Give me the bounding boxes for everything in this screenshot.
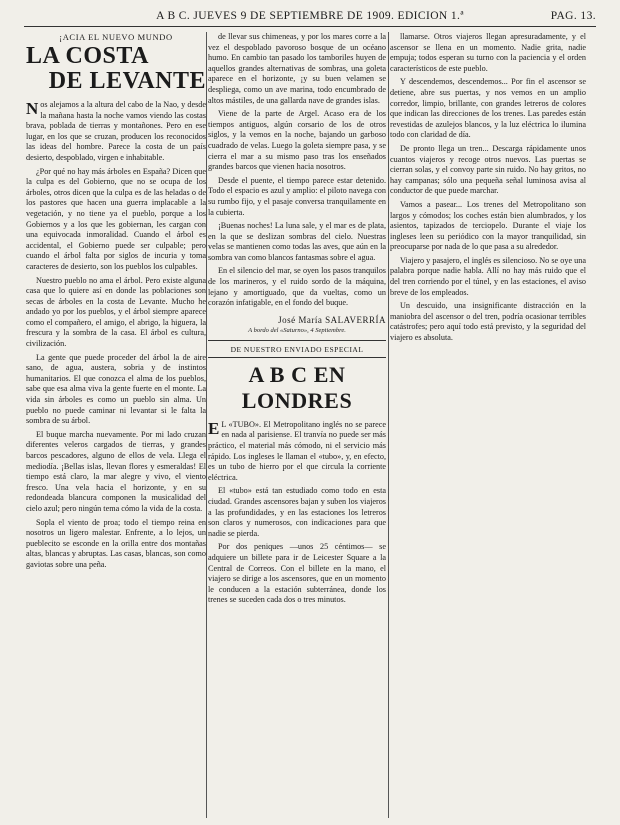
article-paragraph: Vamos a pasear... Los trenes del Metropolitano son largos y cómodos; los coches están bien alumbrados, y los asientos, tapizados de terciopelo. Durante el viaje los ingleses leen su periódico con la mayor tranquilidad, sin preocuparse por nada de lo que pasa a su alrededor. [390,199,586,252]
column-3 [390,32,586,818]
place-date: A bordo del «Saturno», 4 Septiembre. [248,326,346,334]
article-paragraph: Y descendemos, descendemos... Por fin el ascensor se detiene, abre sus puertas, y nos vemos en un amplio corredor, limpio, brillante, con grandes letreros de colores que indican las direcciones de los trenes. Las paredes están revestidas de azulejos blancos, y la luz eléctrica lo ilumina todo con claridad de día. [390,77,586,140]
column-separator [206,32,207,818]
header-line: A B C. JUEVES 9 DE SEPTIEMBRE DE 1909. EDICION 1.ª [156,10,464,22]
column-separator [388,32,389,818]
article-paragraph: Por dos peniques —unos 25 céntimos— se adquiere un billete para ir de Leicester Square a la Central de Correos. Con el billete en la mano, el viajero se dirige a los ascensores, que en un momento le conducen a la estación subterránea, donde los trenes se suceden cada dos o tres minutos. [208,542,386,605]
divider [208,340,386,341]
drop-cap: N [26,99,39,118]
page-header [24,6,596,27]
article-paragraph: Viajero y pasajero, el inglés es silencioso. No se oye una palabra porque nadie habla. Allí no hay más ruido que el del tren corriendo por el túnel, y en las estaciones, el aviso breve de los empleados. [390,255,586,297]
page-number: PAG. 13. [550,10,596,22]
article-title: A B C EN LONDRES [241,361,353,413]
article-paragraph: Nuestro pueblo no ama el árbol. Pero existe alguna casa que lo quiere así en donde las poblaciones son secas de árboles en la costa de Levante. Mucho he andado yo por los pueblos, y el árbol siempre aparece como el compañero, el amigo, el abrigo, la higuera, la frescura y la sombra de la casa. El árbol es cultura, civilización. [26,275,206,349]
article-paragraph: Un descuido, una insignificante distracción en la maniobra del ascensor o del tren, podría ocasionar terribles catástrofes; pero aquí todo está previsto, y la seguridad del viajero es absoluta. [390,301,586,343]
article-kicker: ¡ACIA EL NUEVO MUNDO [59,32,173,42]
article-paragraph: Nos alejamos a la altura del cabo de la Nao, y desde la mañana hasta la noche vamos viendo las costas brava, poblada de tierras y montañones. Pero en ese lugar, en los que se cruzan, producen los reconocidos las ideas del hombre. Parece la costa de un país desierto, despoblado, virgen e inhabitable. [26,99,206,162]
section-label: DE NUESTRO ENVIADO ESPECIAL [208,345,386,358]
article-paragraph: E L «TUBO». El Metropolitano inglés no se parece en nada al parisiense. El tranvía no puede ser más práctico, el material más cómodo, ni el servicio más rápido. Los ingleses le llaman el «tubo», y, en efecto, es un tubo de hierro por el que circula la corriente eléctrica. [208,418,386,482]
article-paragraph: Sopla el viento de proa; todo el tiempo reina en nosotros un ligero malestar. Enfrente, a lo lejos, un pueblecito se esconde en la orilla entre dos montañas altas, blancas y abruptas. Las casas, blancas, son como gaviotas sobre una peña. [26,517,206,569]
article-title-line-2: DE LEVANTE [48,68,206,94]
article-paragraph: de llevar sus chimeneas, y por los mares corre a la vez el despoblado pavoroso bosque de un océano humo. En cambio tan pasado los tamboriles huyen de aquellos grandes alternativas de sombras, una goleta aparece en el horizonte, ¡y su buen velamen se despliega, como un ave marina, todo encumbrado de altos mástiles, de una gallarda nave de grandes islas. [208,32,386,105]
drop-cap: E [208,418,220,438]
article-paragraph: llamarse. Otros viajeros llegan apresuradamente, y el ascensor se llena en un momento. Nadie grita, nadie empuja; todos esperan su turno con la paciencia y el orden característicos de este pueblo. [390,32,586,73]
article-paragraph: ¡Buenas noches! La luna sale, y el mar es de plata, en la que se deslizan sombras del cielo. Nuestras velas se mantienen como todas las aves, que aún en la sombra van como blancos fantasmas sobre el agua. [208,221,386,262]
column-1 [26,32,206,818]
article-paragraph: ¿Por qué no hay más árboles en España? Dicen que la culpa es del Gobierno, que no se ocupa de los árboles, otros dicen que la culpa es de las heladas o de los pastores que hacen una guerra implacable a la vegetación, y no tiene ya el pueblo, porque a los Gobiernos y a los que les gobiernan, les cargan con una equivocada inmoralidad. Cuando el árbol es accidental, el Gobierno puede ser culpable; pero cuando el árbol falta por siglos de incuria y toma caracteres de desierto, son los pueblos los culpables. [26,166,206,271]
article-paragraph: El «tubo» está tan estudiado como todo en esta ciudad. Grandes ascensores bajan y suben los viajeros a las profundidades, y en las estaciones los letreros son claros y numerosos, con indicaciones para que nadie se pierda. [208,486,386,538]
article-paragraph: La gente que puede proceder del árbol la de aire sano, de agua, austera, sobria y de instintos humanitarios. El que conozca el alma de los pueblos, sabe que esa alma viva la gente fuerte en el monte. La vida sin árboles es como un pueblo sin alma. Un pueblo no puede caminar ni levantar si le falta la sombra de su árbol. [26,352,206,426]
column-2 [208,32,386,818]
author-signature: José María SALAVERRÍA [278,314,386,325]
article-paragraph: Desde el puente, el tiempo parece estar detenido. Todo el espacio es azul y amplio: el piloto navega con su rumbo fijo, y el pasaje conversa tranquilamente en la cubierta. [208,175,386,217]
article-paragraph: De pronto llega un tren... Descarga rápidamente unos cuantos viajeros y recoge otros nuevos. Las puertas se cierran solas, y el convoy parte sin ruido. No hay gritos, no hay campanas; sólo una pequeña señal luminosa avisa al conductor de que puede marchar. [390,143,586,196]
article-paragraph: En el silencio del mar, se oyen los pasos tranquilos de los marineros, y el ruido sordo de la máquina, lejano y amortiguado, que da vueltas, como un corazón infatigable, en el fondo del buque. [208,266,386,308]
article-title-line-1: LA COSTA [26,43,149,69]
article-paragraph: Viene de la parte de Argel. Acaso era de los tiempos antiguos, algún corsario de los de otros siglos, y la vemos en la noche, bajando un garboso cuadrado de velas. Luego la goleta siempre pasa, y se cierra el mar a su mismo paso tras los enseñados grandes barcos que vienen hacia nosotros. [208,109,386,172]
article-paragraph: El buque marcha nuevamente. Por mi lado cruzan diferentes veleros cargados de tierras, y grandes barcos pescadores, alguno de ellos de vela. Llega el mediodía. ¡Bellas islas, llevan flores y esmeraldas! El tiempo está claro, la mar alegre y vivo, el viento fresco. Una vela hacia el horizonte, y en su redondeada blancura componen la musicalidad del cielo azul; pero ningún tema cómo la vida de la costa. [26,429,206,513]
